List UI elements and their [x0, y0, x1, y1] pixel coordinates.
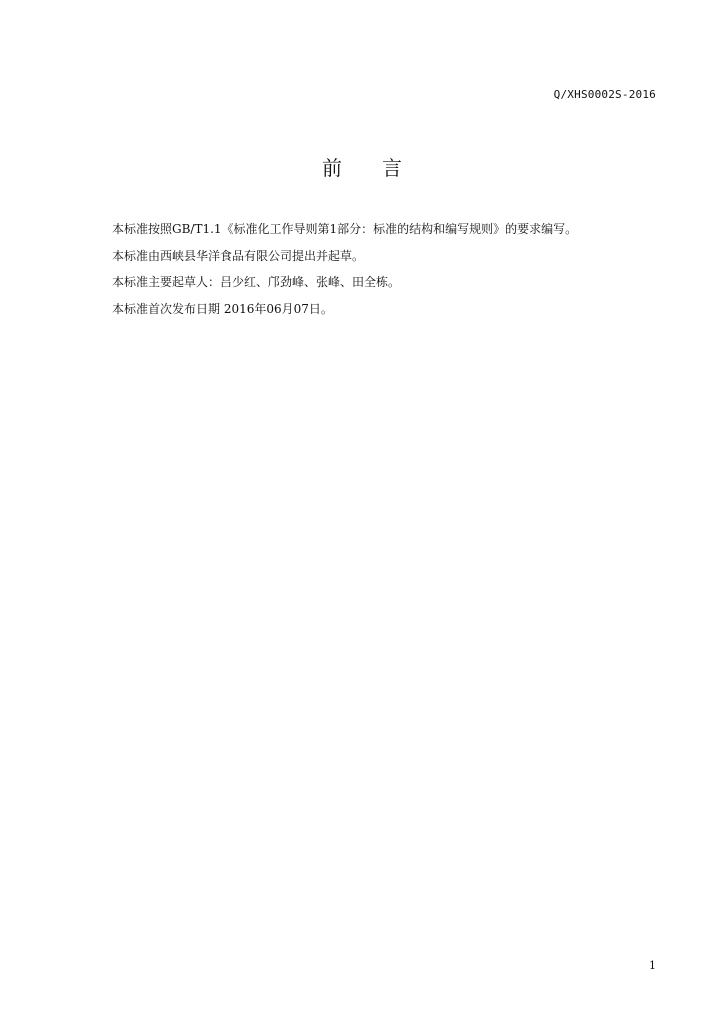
paragraph-release-date: 本标准首次发布日期 2016年06月07日。 — [112, 301, 333, 316]
foreword-body — [112, 216, 672, 322]
paragraph-proposer: 本标准由西峡县华洋食品有限公司提出并起草。 — [112, 248, 365, 263]
page-number: 1 — [649, 959, 656, 972]
paragraph-drafting-rules: 本标准按照GB/T1.1《标准化工作导则第1部分：标准的结构和编写规则》的要求编写。 — [112, 222, 578, 236]
page-title: 前言 — [322, 156, 442, 180]
document-code: Q/XHS0002S-2016 — [553, 88, 656, 101]
paragraph-drafters: 本标准主要起草人：吕少红、邝劲峰、张峰、田全栋。 — [112, 275, 401, 289]
